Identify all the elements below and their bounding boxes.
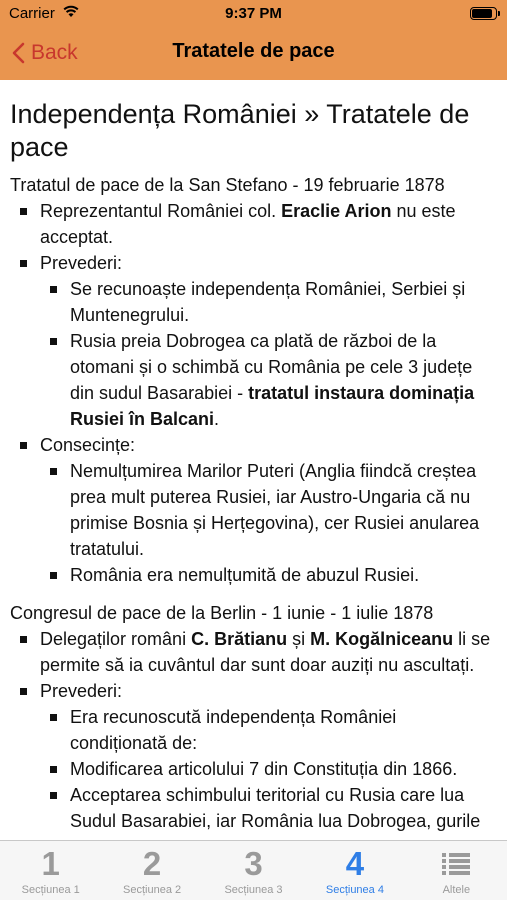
tab-number: 2 bbox=[142, 845, 162, 882]
back-label: Back bbox=[31, 41, 78, 64]
carrier-label: Carrier bbox=[9, 5, 55, 22]
list-item: Consecințe: Nemulțumirea Marilor Puteri (Anglia fiindcă creștea prea mult puterea Rusiei, iar Austro-Ungaria că nu primise Bosnia și Herțegovina), cer Rusiei anularea tratatului. România era nemulțumită de abuzul Rusiei. bbox=[10, 432, 497, 588]
tab-sectiunea-1[interactable] bbox=[0, 841, 101, 900]
header bbox=[0, 0, 507, 80]
tab-label: Altele bbox=[442, 884, 471, 896]
tab-label: Secțiunea 3 bbox=[224, 884, 283, 896]
tab-number: 1 bbox=[41, 845, 60, 882]
list-item: Era recunoscută independența României condiționată de: bbox=[40, 704, 497, 756]
tab-label: Secțiunea 1 bbox=[21, 884, 80, 896]
battery-icon bbox=[470, 7, 497, 20]
tab-label: Secțiunea 4 bbox=[325, 884, 384, 896]
list-icon bbox=[406, 845, 507, 883]
tab-sectiunea-4[interactable] bbox=[304, 841, 405, 900]
tab-number: 4 bbox=[345, 845, 365, 882]
list-item: Prevederi: Era recunoscută independența României condiționată de: Modificarea articolului 7 din Constituția din 1866. Acceptarea schimbului teritorial cu Rusia care lua Sudul Basarabiei, iar România lua Dobrogea, gurile bbox=[10, 678, 497, 834]
list-item: Se recunoaște independența României, Serbiei și Muntenegrului. bbox=[40, 276, 497, 328]
status-bar bbox=[0, 0, 507, 28]
list-item: Delegaților români C. Brătianu și M. Kogălniceanu li se permite să ia cuvântul dar sunt doar auziți nu ascultați. bbox=[10, 626, 497, 678]
tab-altele[interactable] bbox=[406, 841, 507, 900]
tab-number: 3 bbox=[244, 845, 263, 882]
list-item: Modificarea articolului 7 din Constituția din 1866. bbox=[40, 756, 497, 782]
section-title-san-stefano: Tratatul de pace de la San Stefano - 19 februarie 1878 bbox=[10, 175, 445, 195]
page-title: Independența României » Tratatele de pace bbox=[10, 99, 470, 162]
list-item: Reprezentantul României col. Eraclie Arion nu este acceptat. bbox=[10, 198, 497, 250]
clock: 9:37 PM bbox=[225, 5, 282, 22]
list-item: România era nemulțumită de abuzul Rusiei. bbox=[40, 562, 497, 588]
tab-sectiunea-2[interactable] bbox=[101, 841, 202, 900]
list-item: Rusia preia Dobrogea ca plată de război de la otomani și o schimbă cu România pe cele 3 județe din sudul Basarabiei - tratatul instaura dominația Rusiei în Balcani. bbox=[40, 328, 497, 432]
sub-list bbox=[40, 704, 497, 834]
berlin-list bbox=[10, 626, 497, 834]
navigation-bar bbox=[0, 28, 507, 80]
list-item: Nemulțumirea Marilor Puteri (Anglia fiindcă creștea prea mult puterea Rusiei, iar Austro-Ungaria că nu primise Bosnia și Herțegovina), cer Rusiei anularea tratatului. bbox=[40, 458, 497, 562]
tab-bar bbox=[0, 840, 507, 900]
san-stefano-list bbox=[10, 198, 497, 588]
section-title-berlin: Congresul de pace de la Berlin - 1 iunie - 1 iulie 1878 bbox=[10, 603, 434, 623]
sub-list bbox=[40, 458, 497, 588]
page-title-bar: Tratatele de pace bbox=[172, 40, 335, 62]
tab-label: Secțiunea 2 bbox=[123, 884, 182, 896]
sub-list bbox=[40, 276, 497, 432]
list-item: Acceptarea schimbului teritorial cu Rusia care lua Sudul Basarabiei, iar România lua Dobrogea, gurile bbox=[40, 782, 497, 834]
list-item: Prevederi: Se recunoaște independența României, Serbiei și Muntenegrului. Rusia preia Dobrogea ca plată de război de la otomani și o schimbă cu România pe cele 3 județe din sudul Basarabiei - tratatul instaura dominația Rusiei în Balcani. bbox=[10, 250, 497, 432]
content-scroll-view[interactable] bbox=[0, 80, 507, 840]
tab-sectiunea-3[interactable] bbox=[203, 841, 304, 900]
